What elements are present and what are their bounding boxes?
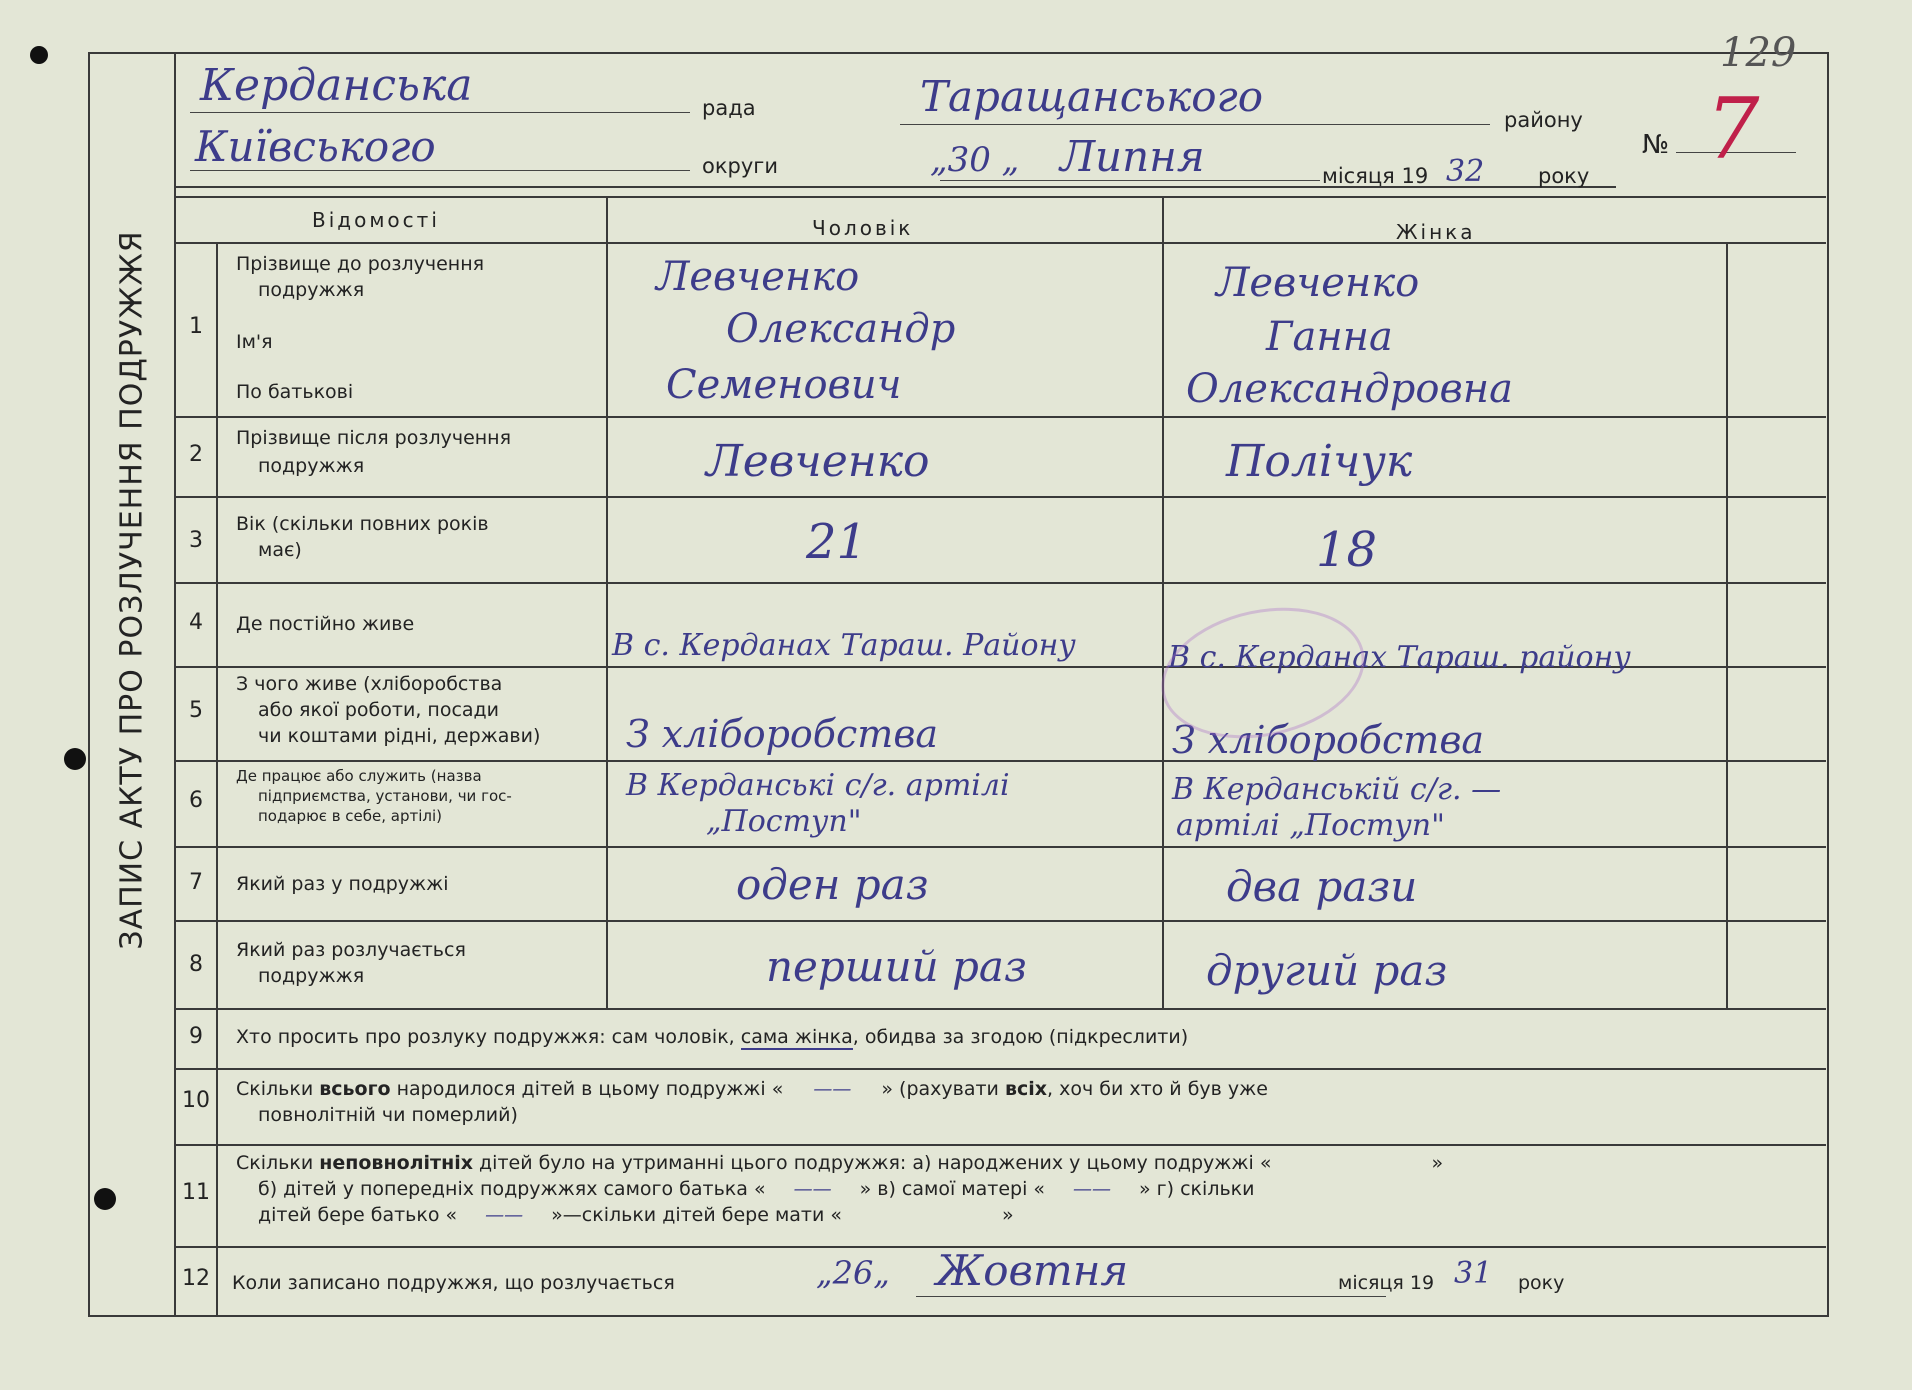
rada-value: Керданська: [200, 60, 473, 111]
table-rule: [176, 1068, 1826, 1070]
table-rule: [176, 1008, 1826, 1010]
rada-label: рада: [702, 96, 756, 120]
row11-line2: [258, 1176, 1254, 1202]
row11-text: »: [1002, 1204, 1014, 1226]
raion-line: [900, 124, 1490, 125]
row9-text: [236, 1024, 1188, 1050]
row-label: Прізвище після розлучення: [236, 427, 512, 449]
form-table: [176, 196, 1826, 1316]
row-label: подружжя: [258, 279, 365, 301]
table-rule: [1726, 242, 1728, 1008]
wife-first-name: Ганна: [1266, 314, 1393, 360]
row11-text: »: [1431, 1152, 1444, 1174]
table-rule: [176, 242, 1826, 244]
wife-divorce-count: другий раз: [1206, 946, 1448, 995]
row-number: 11: [182, 1180, 210, 1205]
row-number: 3: [189, 528, 203, 553]
row-label: Який раз у подружжі: [236, 873, 449, 895]
husband-marriage-count: оден раз: [736, 860, 929, 909]
row11-text: » в) самої матері «: [859, 1178, 1046, 1200]
row-label: З чого живе (хліборобства: [236, 673, 503, 695]
form-title: ЗАПИС АКТУ ПРО РОЗЛУЧЕННЯ ПОДРУЖЖЯ: [114, 230, 150, 950]
column-header-wife: Жінка: [1396, 220, 1476, 244]
row-number: 10: [182, 1088, 210, 1113]
row10-text: всього: [319, 1078, 391, 1100]
row-number: 12: [182, 1266, 210, 1291]
row-number: 1: [189, 314, 203, 339]
row-label: має): [258, 539, 302, 561]
husband-workplace-cont: „Поступ": [706, 804, 862, 839]
row-label: По батькові: [236, 381, 354, 403]
row11-text: дітей було на утриманні цього подружжя: а) народжених у цьому подружжі «: [472, 1152, 1272, 1174]
column-header-husband: Чоловік: [812, 216, 914, 240]
raion-label: району: [1504, 108, 1583, 132]
table-rule: [216, 242, 218, 1316]
pencil-number: 129: [1720, 30, 1797, 76]
husband-first-name: Олександр: [726, 306, 956, 352]
row10-line1: [236, 1076, 1268, 1102]
husband-livelihood: З хліборобства: [626, 712, 939, 756]
number-label: №: [1642, 130, 1670, 160]
husband-surname-before: Левченко: [656, 254, 860, 300]
date-month: Липня: [1060, 132, 1205, 181]
wife-age: 18: [1316, 522, 1378, 578]
row11-text: б) дітей у попередніх подружжях самого батька «: [258, 1178, 766, 1200]
row-label: Ім'я: [236, 331, 273, 353]
wife-patronymic: Олександровна: [1186, 366, 1513, 412]
row11-text: Скільки: [236, 1152, 320, 1174]
date-line: [940, 180, 1320, 181]
date-day: „30 „: [930, 140, 1020, 180]
row-label: подружжя: [258, 965, 365, 987]
row-number: 9: [189, 1024, 203, 1049]
row12-month-label: місяця 19: [1338, 1272, 1435, 1294]
row-number: 5: [189, 698, 203, 723]
row-number: 2: [189, 442, 203, 467]
row9-text-after: , обидва за згодою (підкреслити): [852, 1026, 1189, 1048]
husband-surname-after: Левченко: [706, 436, 930, 487]
row-label: Де працює або служить (назва: [236, 767, 482, 785]
table-rule: [176, 920, 1826, 922]
row10-text: » (рахувати: [881, 1078, 1005, 1100]
husband-patronymic: Семенович: [666, 362, 902, 408]
row-label: Де постійно живе: [236, 613, 415, 635]
row12-year-digits: 31: [1454, 1256, 1493, 1291]
row10-dash: ——: [813, 1078, 852, 1100]
row11-line3: [258, 1202, 1014, 1228]
raion-value: Таращанського: [920, 72, 1263, 121]
table-rule: [176, 416, 1826, 418]
row11-dash: ——: [485, 1204, 524, 1226]
record-number: 7: [1706, 80, 1760, 178]
wife-residence: В с. Керданах Тараш. району: [1168, 640, 1631, 675]
row-label: Прізвище до розлучення: [236, 253, 485, 275]
row10-text: всіх: [1004, 1078, 1048, 1100]
row-label: Який раз розлучається: [236, 939, 466, 961]
row10-line2: повнолітній чи померлий): [258, 1104, 518, 1126]
row-number: 7: [189, 870, 203, 895]
okruha-value: Київського: [195, 122, 436, 171]
row-label: чи коштами рідні, держави): [258, 725, 541, 747]
row11-text: »—скільки дітей бере мати «: [551, 1204, 843, 1226]
wife-surname-before: Левченко: [1216, 260, 1420, 306]
row-label: Вік (скільки повних років: [236, 513, 489, 535]
table-rule: [1162, 196, 1164, 1008]
table-rule: [176, 760, 1826, 762]
okruha-line: [190, 170, 690, 171]
table-rule: [176, 496, 1826, 498]
row12-month: Жовтня: [936, 1246, 1129, 1295]
husband-age: 21: [806, 514, 868, 570]
year-label: року: [1538, 164, 1590, 188]
year-digits: 32: [1446, 154, 1485, 189]
wife-workplace-cont: артілі „Поступ": [1176, 808, 1445, 843]
row12-date-line: [916, 1296, 1386, 1297]
row10-text: народилося дітей в цьому подружжі «: [390, 1078, 784, 1100]
wife-surname-after: Полічук: [1226, 436, 1413, 487]
month-label: місяця 19: [1322, 164, 1429, 188]
row11-line1: [236, 1150, 1443, 1176]
okruha-label: округи: [702, 154, 778, 178]
row11-dash: ——: [1073, 1178, 1112, 1200]
rada-line: [190, 112, 690, 113]
row11-text: неповнолітніх: [319, 1152, 473, 1174]
row12-label: Коли записано подружжя, що розлучається: [232, 1272, 675, 1294]
row11-dash: ——: [793, 1178, 832, 1200]
column-header-info: Відомості: [312, 208, 440, 232]
row-label: або якої роботи, посади: [258, 699, 500, 721]
row12-day: „26„: [816, 1254, 890, 1292]
row9-text-before: Хто просить про розлуку подружжя: сам чоловік,: [236, 1026, 741, 1048]
row-label: подарює в себе, артілі): [258, 807, 443, 825]
row-label: підприємства, установи, чи гос-: [258, 787, 512, 805]
punch-hole: [64, 748, 86, 770]
wife-livelihood: З хліборобства: [1172, 718, 1485, 762]
row-number: 6: [189, 788, 203, 813]
table-rule: [176, 196, 1826, 198]
row-number: 8: [189, 952, 203, 977]
row-number: 4: [189, 610, 203, 635]
punch-hole: [30, 46, 48, 64]
table-rule: [176, 1144, 1826, 1146]
husband-residence: В с. Керданах Тараш. Району: [612, 628, 1076, 663]
wife-workplace: В Керданській с/г. —: [1172, 772, 1502, 807]
row12-year-label: року: [1518, 1272, 1565, 1294]
husband-divorce-count: перший раз: [766, 942, 1027, 991]
table-rule: [606, 196, 608, 1008]
table-rule: [176, 582, 1826, 584]
wife-marriage-count: два рази: [1226, 862, 1418, 911]
row11-text: » г) скільки: [1139, 1178, 1255, 1200]
row10-text: Скільки: [236, 1078, 320, 1100]
husband-workplace: В Керданські с/г. артілі: [626, 768, 1010, 803]
table-rule: [176, 846, 1826, 848]
row10-text: , хоч би хто й був уже: [1047, 1078, 1268, 1100]
row11-text: дітей бере батько «: [258, 1204, 458, 1226]
row9-underlined: сама жінка: [740, 1026, 853, 1048]
row-label: подружжя: [258, 455, 365, 477]
